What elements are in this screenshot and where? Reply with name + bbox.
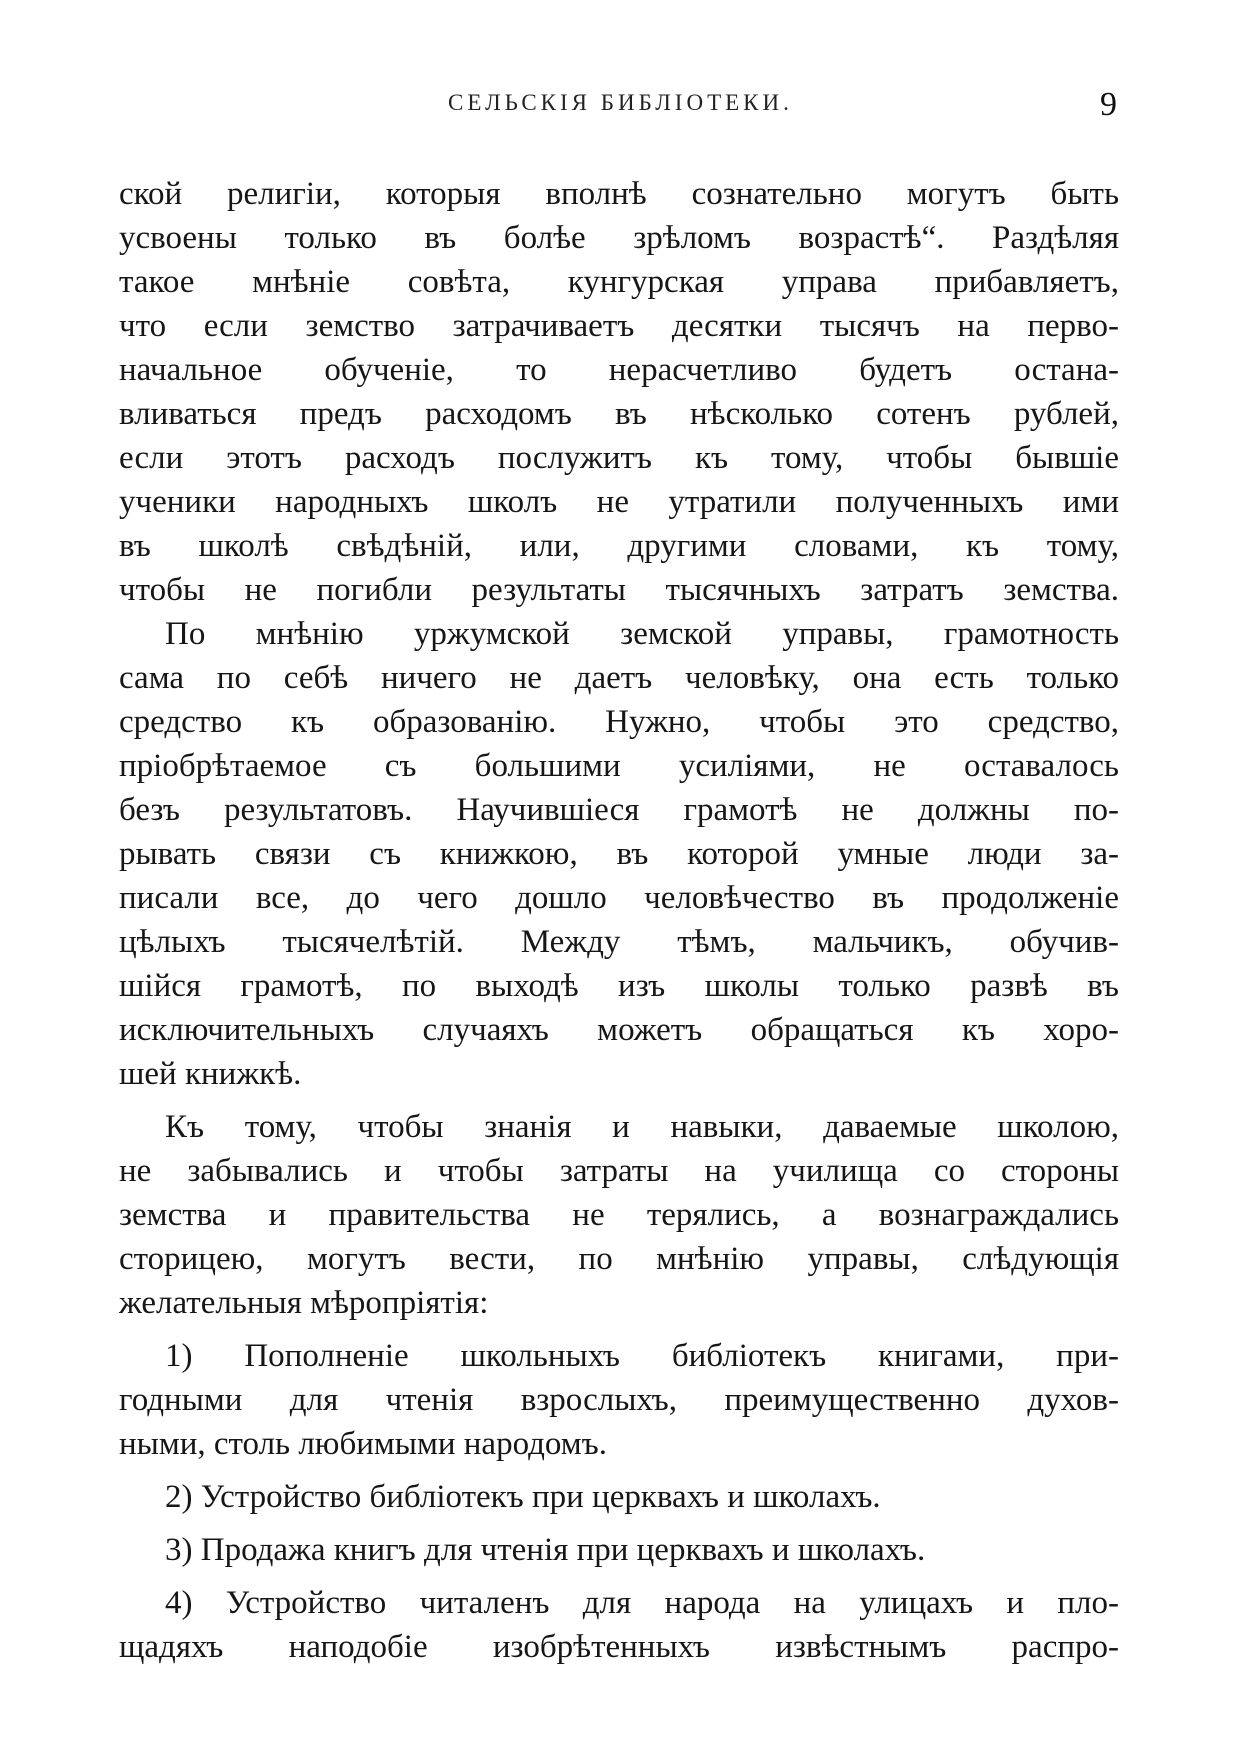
- text-line: не забывались и чтобы затраты на училища со стороны: [119, 1153, 1119, 1189]
- text-line: шей книжкѣ.: [119, 1056, 302, 1092]
- text-line: желательныя мѣропріятія:: [119, 1285, 489, 1321]
- list-item-line: 4) Устройство читаленъ для народа на улицахъ и пло-: [165, 1585, 1119, 1621]
- body-text: [119, 172, 1119, 1669]
- text-line: исключительныхъ случаяхъ можетъ обращаться къ хоро-: [119, 1012, 1119, 1048]
- list-item-line: годными для чтенія взрослыхъ, преимущественно духов-: [119, 1382, 1119, 1418]
- page-number: 9: [1100, 86, 1117, 123]
- list-item-line: щадяхъ наподобіе изобрѣтенныхъ извѣстнымъ распро-: [119, 1629, 1119, 1665]
- text-line: ской религіи, которыя вполнѣ сознательно могутъ быть: [119, 176, 1119, 212]
- text-line: если этотъ расходъ послужитъ къ тому, чтобы бывшіе: [119, 440, 1119, 476]
- text-line: Къ тому, чтобы знанія и навыки, даваемые школою,: [165, 1109, 1119, 1145]
- text-line: чтобы не погибли результаты тысячныхъ затратъ земства.: [119, 572, 1119, 608]
- text-line: сама по себѣ ничего не даетъ человѣку, она есть только: [119, 660, 1119, 696]
- text-line: такое мнѣніе совѣта, кунгурская управа прибавляетъ,: [119, 264, 1119, 300]
- text-line: ученики народныхъ школъ не утратили полученныхъ ими: [119, 484, 1119, 520]
- text-line: начальное обученіе, то нерасчетливо будетъ остана-: [119, 352, 1119, 388]
- text-line: средство къ образованію. Нужно, чтобы это средство,: [119, 704, 1119, 740]
- text-line: усвоены только въ болѣе зрѣломъ возрастѣ“. Раздѣляя: [119, 220, 1119, 256]
- running-title: СЕЛЬСКІЯ БИБЛІОТЕКИ.: [448, 90, 793, 115]
- list-item-line: ными, столь любимыми народомъ.: [119, 1426, 607, 1462]
- text-line: По мнѣнію уржумской земской управы, грамотность: [165, 616, 1119, 652]
- text-line: цѣлыхъ тысячелѣтій. Между тѣмъ, мальчикъ, обучив-: [119, 924, 1119, 960]
- text-line: что если земство затрачиваетъ десятки тысячъ на перво-: [119, 308, 1119, 344]
- text-line: пріобрѣтаемое съ большими усиліями, не оставалось: [119, 748, 1119, 784]
- list-item-line: 2) Устройство библіотекъ при церквахъ и школахъ.: [165, 1479, 881, 1515]
- list-item-line: 3) Продажа книгъ для чтенія при церквахъ и школахъ.: [165, 1532, 926, 1568]
- text-line: земства и правительства не терялись, а вознаграждались: [119, 1197, 1119, 1233]
- running-head: [0, 86, 1240, 126]
- text-line: шійся грамотѣ, по выходѣ изъ школы только развѣ въ: [119, 968, 1119, 1004]
- text-line: вливаться предъ расходомъ въ нѣсколько сотенъ рублей,: [119, 396, 1119, 432]
- text-line: сторицею, могутъ вести, по мнѣнію управы, слѣдующія: [119, 1241, 1119, 1277]
- text-line: писали все, до чего дошло человѣчество въ продолженіе: [119, 880, 1119, 916]
- list-item-line: 1) Пополненіе школьныхъ библіотекъ книгами, при-: [165, 1338, 1119, 1374]
- text-line: въ школѣ свѣдѣній, или, другими словами, къ тому,: [119, 528, 1119, 564]
- text-line: рывать связи съ книжкою, въ которой умные люди за-: [119, 836, 1119, 872]
- text-line: безъ результатовъ. Научившіеся грамотѣ не должны по-: [119, 792, 1119, 828]
